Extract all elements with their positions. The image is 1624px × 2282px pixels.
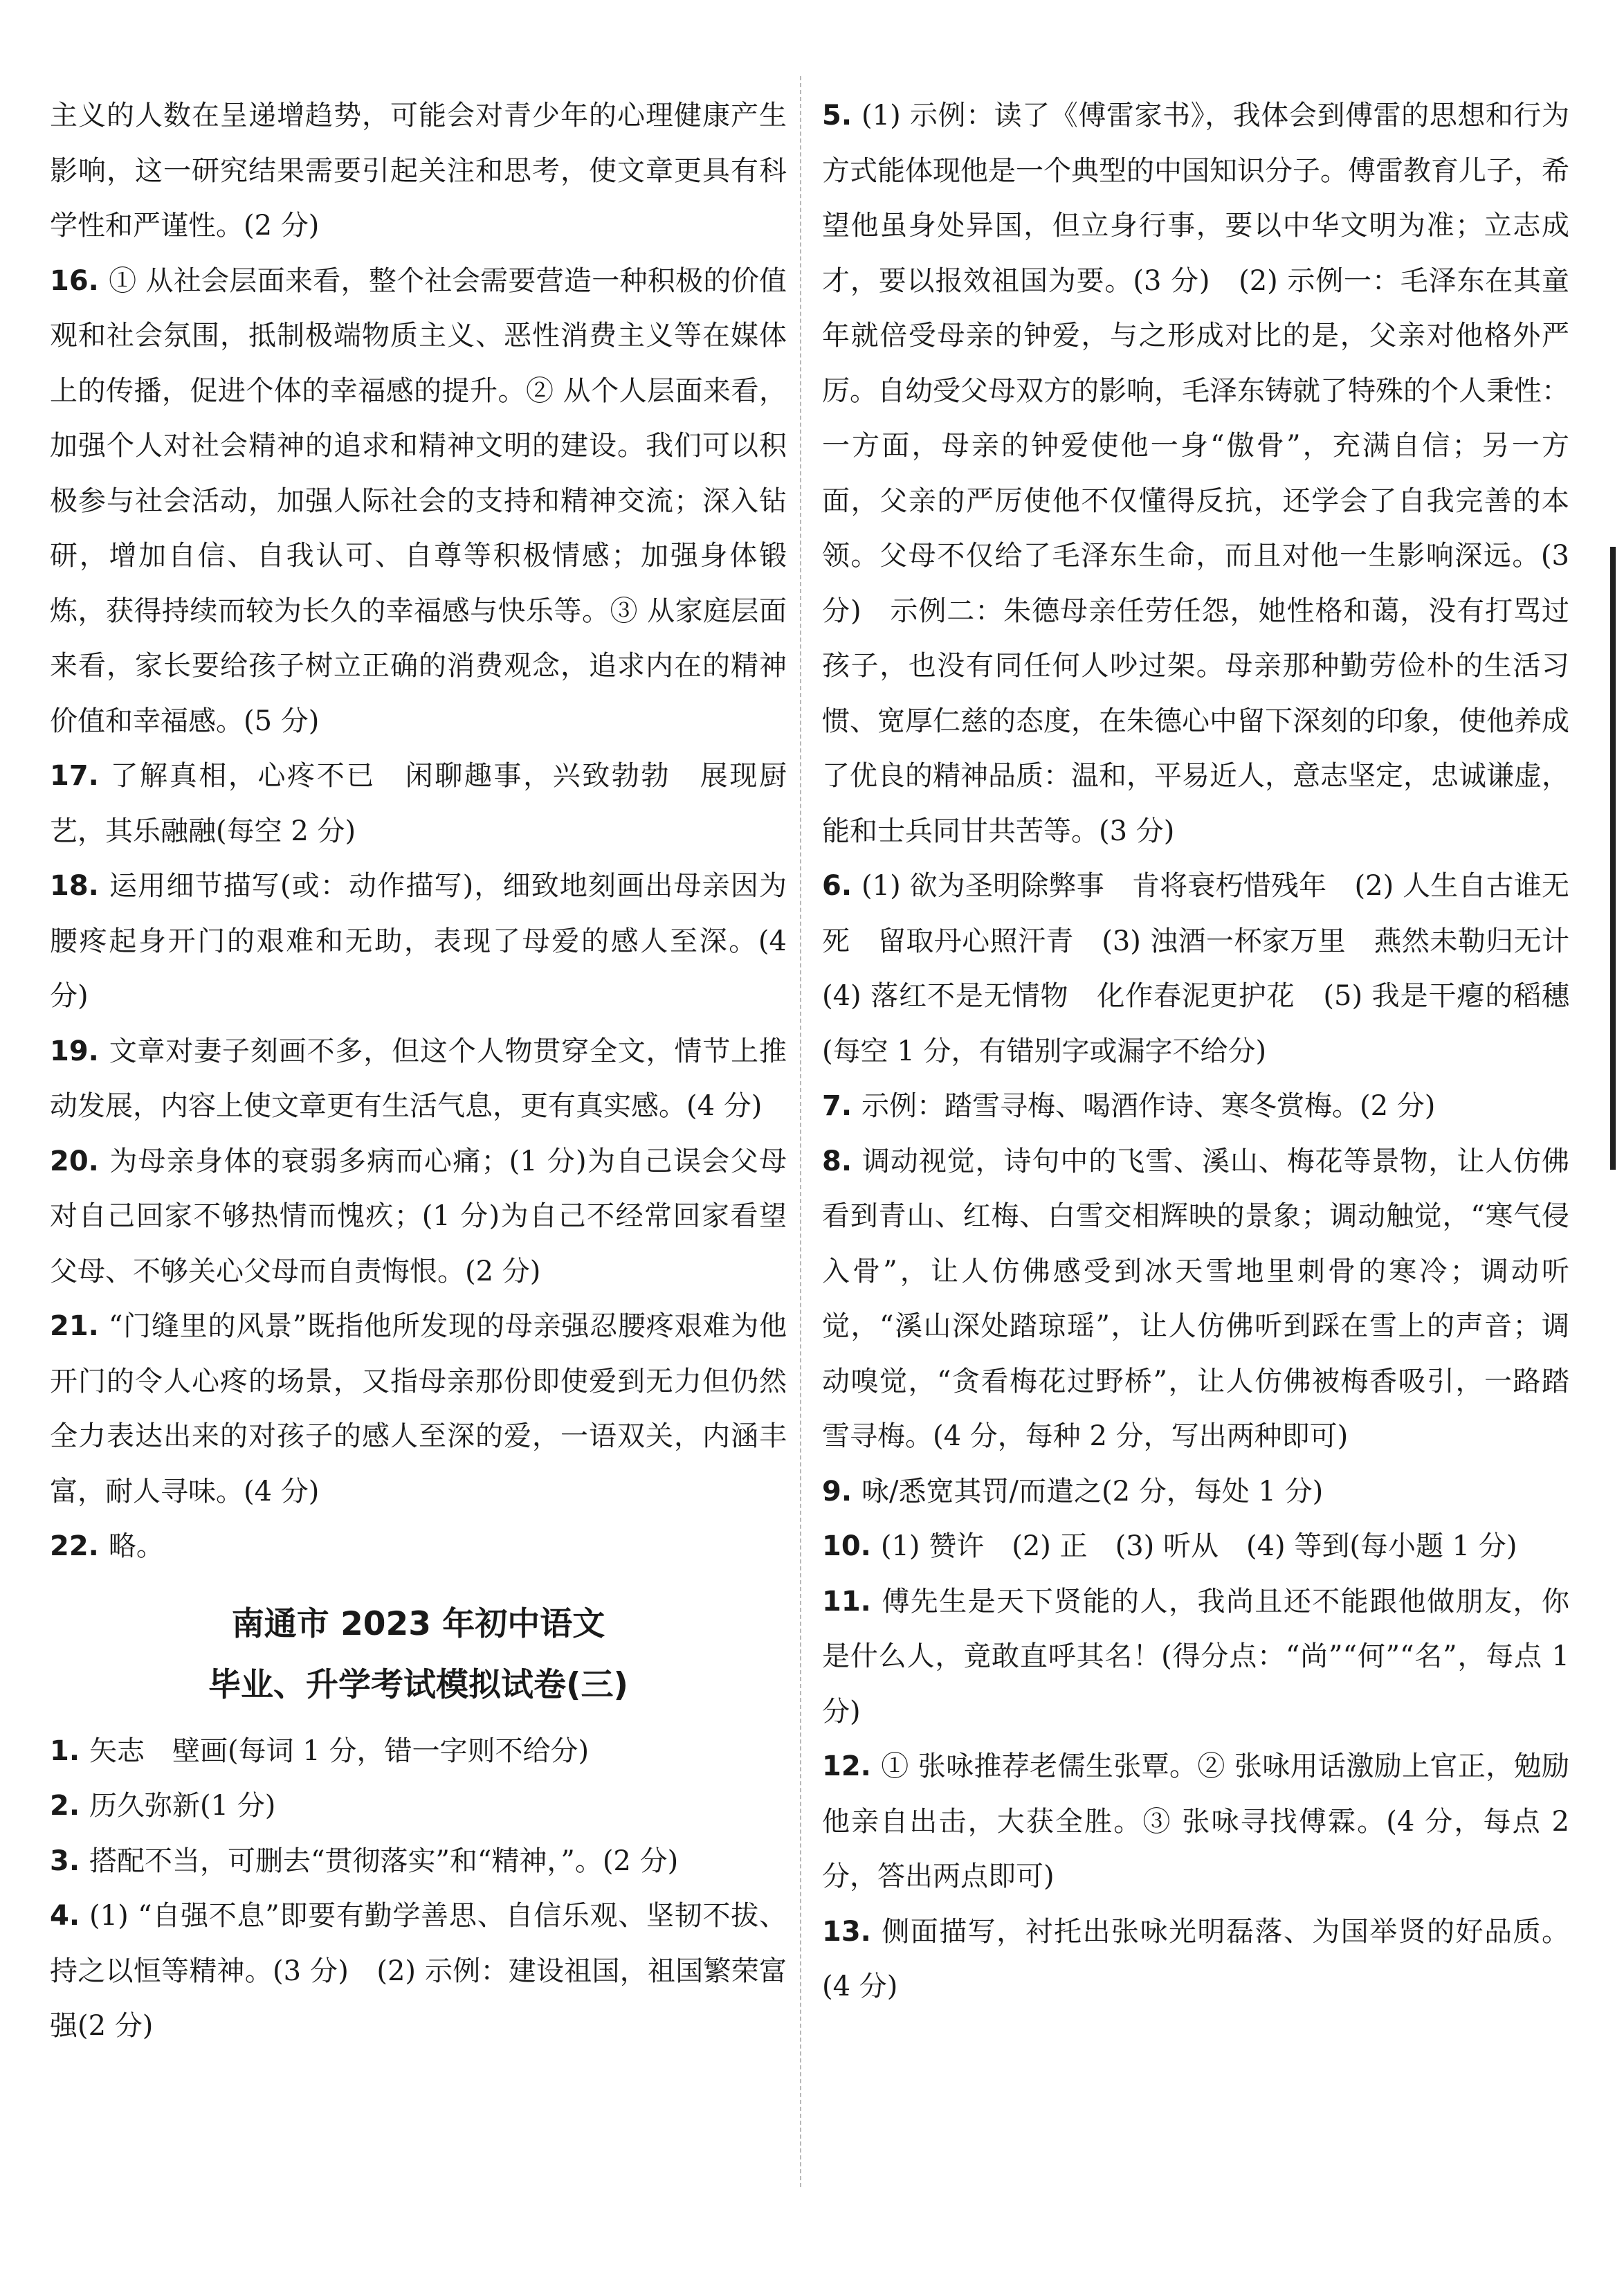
answer-item: 6. (1) 欲为圣明除弊事 肯将衰朽惜残年 (2) 人生自古谁无死 留取丹心照汗青 (3) 浊酒一杯家万里 燕然未勒归无计 (4) 落红不是无情物 化作春泥更护花 (5) 我是干瘪的稻穗(每空 1 分，有错别字或漏字不给分) xyxy=(822,870,1597,1067)
answer-item: 10. (1) 赞许 (2) 正 (3) 听从 (4) 等到(每小题 1 分) xyxy=(822,1530,1517,1562)
answer-item: 11. 傅先生是天下贤能的人，我尚且还不能跟他做朋友，你是什么人，竟敢直呼其名！(得分点：“尚”“何”“名”，每点 1 分) xyxy=(822,1585,1569,1728)
answer-item: 1. 矢志 壁画(每词 1 分，错一字则不给分) xyxy=(50,1735,590,1767)
answer-item: 19. 文章对妻子刻画不多，但这个人物贯穿全文，情节上推动发展，内容上使文章更有生活气息，更有真实感。(4 分) xyxy=(50,1035,787,1122)
answer-item: 2. 历久弥新(1 分) xyxy=(50,1790,276,1822)
answer-item: 7. 示例：踏雪寻梅、喝酒作诗、寒冬赏梅。(2 分) xyxy=(822,1090,1436,1122)
answer-item: 13. 侧面描写，衬托出张咏光明磊落、为国举贤的好品质。(4 分) xyxy=(822,1915,1569,2002)
answer-item: 主义的人数在呈递增趋势，可能会对青少年的心理健康产生影响，这一研究结果需要引起关注和思考，使文章更具有科学性和严谨性。(2 分) xyxy=(50,100,787,242)
exam-title xyxy=(50,1594,787,1716)
answer-item: 3. 搭配不当，可删去“贯彻落实”和“精神，”。(2 分) xyxy=(50,1845,679,1877)
answer-item: 9. 咏/悉宽其罚/而遣之(2 分，每处 1 分) xyxy=(822,1475,1324,1507)
page-edge-mark xyxy=(1610,547,1616,1170)
left-column xyxy=(50,89,787,2054)
answer-item: 17. 了解真相，心疼不已 闲聊趣事，兴致勃勃 展现厨艺，其乐融融(每空 2 分) xyxy=(50,760,787,847)
answer-item: 4. (1) “自强不息”即要有勤学善思、自信乐观、坚韧不拔、持之以恒等精神。(3 分) (2) 示例：建设祖国，祖国繁荣富强(2 分) xyxy=(50,1900,787,2042)
exam-title-line1: 南通市 2023 年初中语文 xyxy=(231,1604,605,1643)
answer-item: 12. ① 张咏推荐老儒生张覃。② 张咏用话激励上官正，勉励他亲自出击，大获全胜。③ 张咏寻找傅霖。(4 分，每点 2 分，答出两点即可) xyxy=(822,1750,1569,1892)
answer-item: 18. 运用细节描写(或：动作描写)，细致地刻画出母亲因为腰疼起身开门的艰难和无助，表现了母爱的感人至深。(4 分) xyxy=(50,870,787,1012)
answer-item: 22. 略。 xyxy=(50,1530,164,1562)
answer-item: 5. (1) 示例：读了《傅雷家书》，我体会到傅雷的思想和行为方式能体现他是一个典型的中国知识分子。傅雷教育儿子，希望他虽身处异国，但立身行事，要以中华文明为准；立志成才，要以报效祖国为要。(3 分) (2) 示例一：毛泽东在其童年就倍受母亲的钟爱，与之形成对比的是，父亲对他格外严厉。自幼受父母双方的影响，毛泽东铸就了特殊的个人秉性：一方面，母亲的钟爱使他一身“傲骨”，充满自信；另一方面，父亲的严厉使他不仅懂得反抗，还学会了自我完善的本领。父母不仅给了毛泽东生命，而且对他一生影响深远。(3 分) 示例二：朱德母亲任劳任怨，她性格和蔼，没有打骂过孩子，也没有同任何人吵过架。母亲那种勤劳俭朴的生活习惯、宽厚仁慈的态度，在朱德心中留下深刻的印象，使他养成了优良的精神品质：温和，平易近人，意志坚定，忠诚谦虚，能和士兵同甘共苦等。(3 分) xyxy=(822,100,1569,847)
answer-item: 8. 调动视觉，诗句中的飞雪、溪山、梅花等景物，让人仿佛看到青山、红梅、白雪交相辉映的景象；调动触觉，“寒气侵入骨”，让人仿佛感受到冰天雪地里刺骨的寒冷；调动听觉，“溪山深处踏琼瑶”，让人仿佛听到踩在雪上的声音；调动嗅觉，“贪看梅花过野桥”，让人仿佛被梅香吸引，一路踏雪寻梅。(4 分，每种 2 分，写出两种即可) xyxy=(822,1145,1569,1452)
exam-title-line2: 毕业、升学考试模拟试卷(三) xyxy=(208,1665,628,1704)
right-column xyxy=(822,89,1597,2015)
answer-item: 21. “门缝里的风景”既指他所发现的母亲强忍腰疼艰难为他开门的令人心疼的场景，又指母亲那份即使爱到无力但仍然全力表达出来的对孩子的感人至深的爱，一语双关，内涵丰富，耐人寻味。(4 分) xyxy=(50,1310,787,1507)
column-divider xyxy=(800,76,801,2187)
answer-item: 16. ① 从社会层面来看，整个社会需要营造一种积极的价值观和社会氛围，抵制极端物质主义、恶性消费主义等在媒体上的传播，促进个体的幸福感的提升。② 从个人层面来看，加强个人对社会精神的追求和精神文明的建设。我们可以积极参与社会活动，加强人际社会的支持和精神交流；深入钻研，增加自信、自我认可、自尊等积极情感；加强身体锻炼，获得持续而较为长久的幸福感与快乐等。③ 从家庭层面来看，家长要给孩子树立正确的消费观念，追求内在的精神价值和幸福感。(5 分) xyxy=(50,264,787,737)
answer-item: 20. 为母亲身体的衰弱多病而心痛；(1 分)为自己误会父母对自己回家不够热情而愧疚；(1 分)为自己不经常回家看望父母、不够关心父母而自责悔恨。(2 分) xyxy=(50,1145,787,1287)
